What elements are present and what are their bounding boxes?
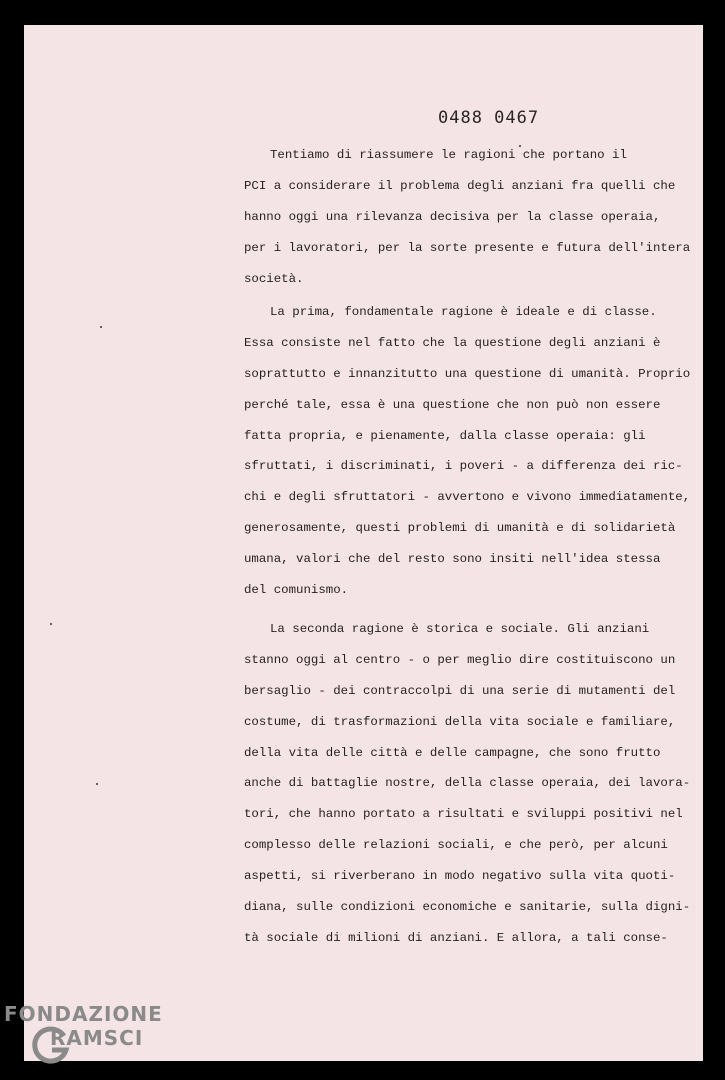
paper-speck	[96, 783, 98, 785]
paragraph-2	[244, 297, 691, 606]
text-line: La prima, fondamentale ragione è ideale e di classe.	[270, 305, 657, 319]
paragraph-3	[244, 614, 691, 954]
text-line: Tentiamo di riassumere le ragioni che portano il	[270, 148, 627, 162]
text-line: chi e degli sfruttatori - avvertono e vivono immediatamente,	[244, 490, 691, 505]
text-line: società.	[244, 271, 304, 286]
text-line: complesso delle relazioni sociali, e che però, per alcuni	[244, 838, 668, 853]
text-line: per i lavoratori, per la sorte presente e futura dell'intera	[244, 240, 691, 255]
text-line: aspetti, si riverberano in modo negativo sulla vita quoti-	[244, 869, 676, 884]
text-line: diana, sulle condizioni economiche e sanitarie, sulla digni-	[244, 900, 691, 915]
text-line: fatta propria, e pienamente, dalla classe operaia: gli	[244, 428, 646, 443]
watermark-line-1: FONDAZIONE	[4, 1002, 163, 1026]
paper-speck	[100, 326, 102, 328]
text-line: del comunismo.	[244, 583, 349, 598]
text-line: della vita delle città e delle campagne, che sono frutto	[244, 745, 661, 760]
watermark-line-2: RAMSCI	[50, 1026, 144, 1050]
text-line: PCI a considerare il problema degli anziani fra quelli che	[244, 178, 676, 193]
text-line: bersaglio - dei contraccolpi di una serie di mutamenti del	[244, 683, 676, 698]
text-line: umana, valori che del resto sono insiti nell'idea stessa	[244, 552, 661, 567]
text-line: hanno oggi una rilevanza decisiva per la classe operaia,	[244, 209, 661, 224]
paper-speck	[519, 145, 521, 147]
document-number: 0488 0467	[438, 108, 540, 128]
paper-speck	[50, 623, 52, 625]
text-line: perché tale, essa è una questione che non può non essere	[244, 397, 661, 412]
text-line: anche di battaglie nostre, della classe operaia, dei lavora-	[244, 776, 691, 791]
text-line: soprattutto e innanzitutto una questione di umanità. Proprio	[244, 366, 691, 381]
text-line: Essa consiste nel fatto che la questione degli anziani è	[244, 335, 661, 350]
text-line: costume, di trasformazioni della vita sociale e familiare,	[244, 714, 676, 729]
fondazione-gramsci-watermark	[4, 1002, 163, 1050]
paragraph-1	[244, 140, 691, 294]
text-line: sfruttati, i discriminati, i poveri - a differenza dei ric-	[244, 459, 683, 474]
text-line: tà sociale di milioni di anziani. E allora, a tali conse-	[244, 930, 668, 945]
text-line: La seconda ragione è storica e sociale. Gli anziani	[270, 622, 650, 636]
text-line: generosamente, questi problemi di umanità e di solidarietà	[244, 521, 676, 536]
text-line: stanno oggi al centro - o per meglio dire costituiscono un	[244, 652, 676, 667]
text-line: tori, che hanno portato a risultati e sviluppi positivi nel	[244, 807, 683, 822]
